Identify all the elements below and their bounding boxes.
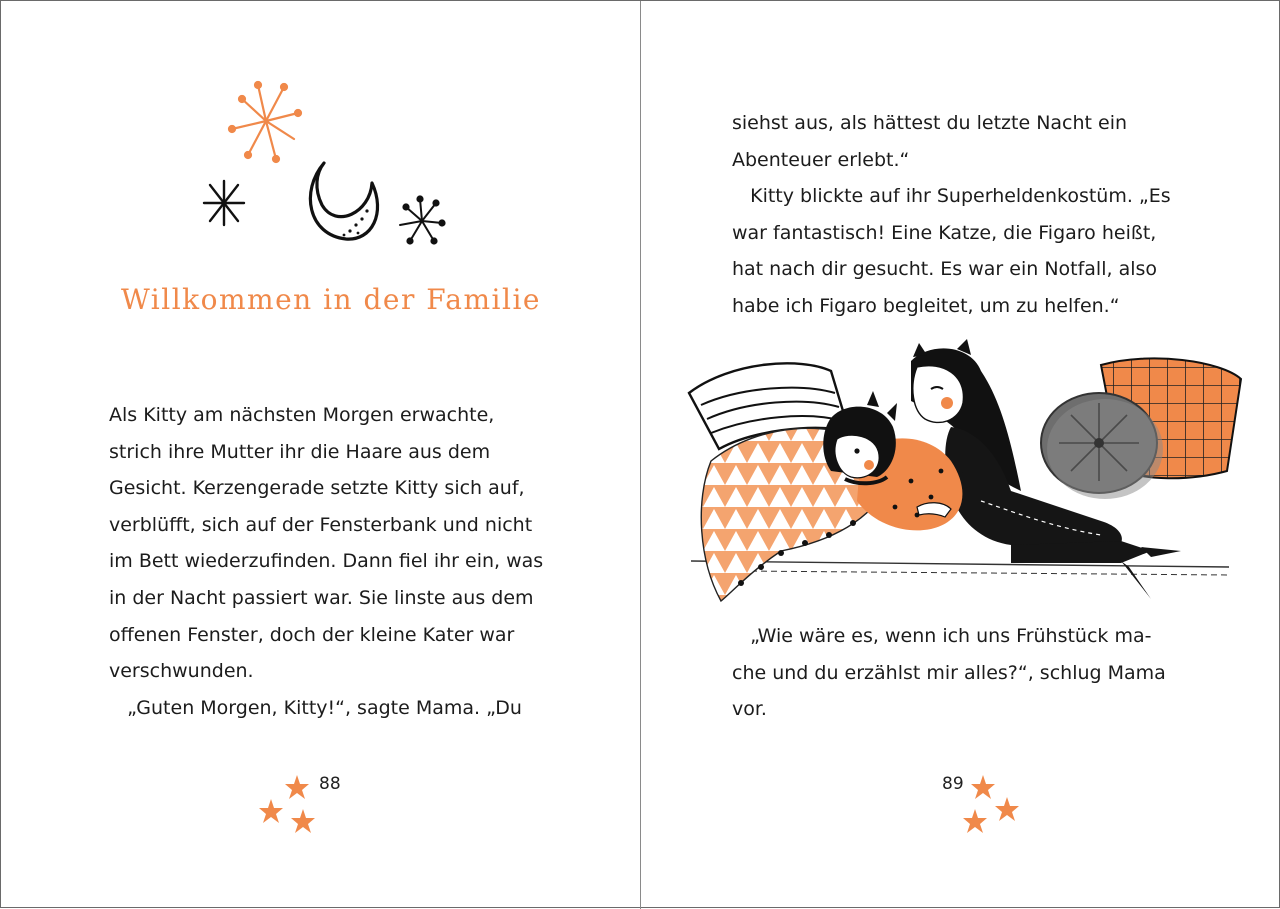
left-page	[1, 1, 640, 909]
text-line: habe ich Figaro begleitet, um zu helfen.“	[732, 294, 1120, 317]
text-line: che und du erzählst mir alles?“, schlug Mama	[732, 661, 1166, 684]
right-page-paragraph-top	[732, 105, 1171, 325]
chapter-title: Willkommen in der Familie	[121, 283, 541, 316]
text-line: „Wie wäre es, wenn ich uns Frühstück ma-	[732, 625, 1152, 647]
text-line: war fantastisch! Eine Katze, die Figaro heißt,	[732, 221, 1157, 244]
text-line: Als Kitty am nächsten Morgen erwachte,	[109, 404, 495, 426]
mother-daughter-cushions-illustration	[681, 331, 1251, 606]
text-line: Gesicht. Kerzengerade setzte Kitty sich auf,	[109, 477, 525, 500]
small-starburst-icon	[400, 196, 445, 243]
text-line: „Guten Morgen, Kitty!“, sagte Mama. „Du	[109, 696, 522, 719]
text-line: hat nach dir gesucht. Es war ein Notfall, also	[732, 258, 1158, 281]
asterisk-star-icon	[204, 181, 244, 225]
night-sky-ornament	[196, 73, 456, 253]
page-number: 88	[319, 774, 341, 794]
text-line: vor.	[732, 698, 767, 721]
text-line: in der Nacht passiert war. Sie linste aus dem	[109, 586, 534, 609]
crescent-moon-icon	[310, 163, 377, 239]
folio-stars-icon	[961, 771, 1031, 841]
page-number: 89	[942, 774, 964, 794]
text-line: verblüfft, sich auf der Fensterbank und nicht	[109, 513, 533, 536]
left-page-paragraph	[109, 397, 543, 726]
text-line: verschwunden.	[109, 660, 254, 683]
text-line: strich ihre Mutter ihr die Haare aus dem	[109, 440, 491, 463]
text-line: Abenteuer erlebt.“	[732, 148, 910, 171]
right-page-paragraph-bottom	[732, 618, 1166, 728]
folio-stars-icon	[253, 771, 323, 841]
text-line: siehst aus, als hättest du letzte Nacht ein	[732, 112, 1128, 134]
starburst-icon	[229, 82, 301, 162]
text-line: im Bett wiederzufinden. Dann fiel ihr ein, was	[109, 550, 544, 573]
text-line: Kitty blickte auf ihr Superheldenkostüm. „Es	[732, 185, 1171, 208]
right-page	[641, 1, 1280, 909]
text-line: offenen Fenster, doch der kleine Kater war	[109, 623, 515, 646]
